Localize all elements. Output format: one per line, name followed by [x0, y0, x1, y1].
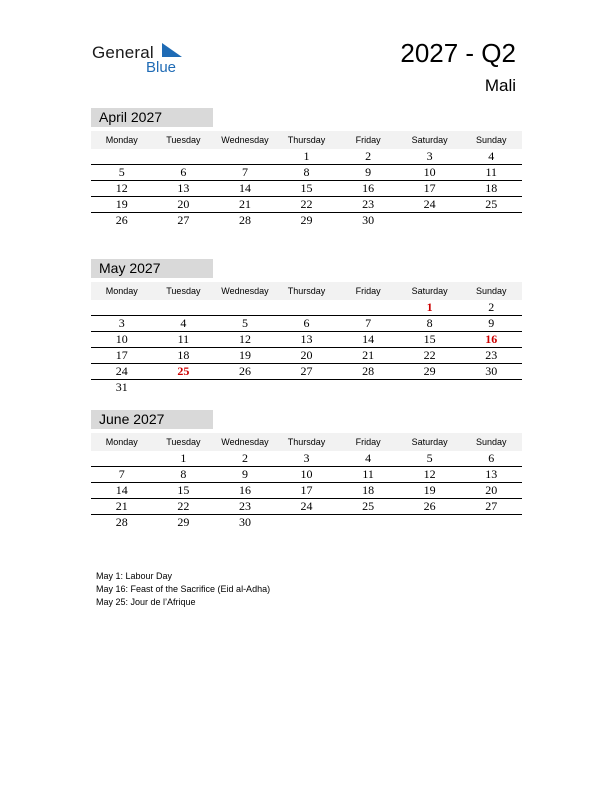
weekday-label: Sunday [475, 135, 507, 145]
day-cell: 1 [180, 451, 187, 465]
day-cell [91, 451, 153, 466]
day-cell: 14 [115, 483, 128, 497]
day-cell: 18 [177, 348, 190, 362]
month-grid [91, 149, 522, 228]
holiday-notes [96, 570, 270, 609]
day-cell [460, 380, 522, 395]
day-cell: 25 [485, 197, 498, 211]
day-cell [399, 515, 461, 530]
day-cell: 26 [115, 213, 128, 227]
day-cell: 8 [180, 467, 187, 481]
country-name: Mali [484, 76, 516, 95]
month-may [91, 259, 522, 395]
day-cell: 3 [426, 149, 433, 163]
day-cell: 22 [423, 348, 436, 362]
day-cell: 4 [180, 316, 187, 330]
day-cell [337, 515, 399, 530]
day-cell: 23 [362, 197, 375, 211]
weekday-label: Tuesday [166, 286, 201, 296]
day-cell: 10 [115, 332, 128, 346]
day-cell: 18 [485, 181, 498, 195]
weekday-label: Monday [105, 437, 138, 447]
day-cell: 8 [426, 316, 433, 330]
day-cell: 6 [488, 451, 495, 465]
week-row [91, 451, 522, 467]
logo-text-blue: Blue [146, 59, 177, 76]
week-row [91, 181, 522, 197]
week-row [91, 515, 522, 530]
day-cell: 17 [115, 348, 128, 362]
weekday-header-row [91, 433, 522, 451]
day-cell: 15 [177, 483, 190, 497]
day-cell [399, 213, 461, 228]
day-cell [276, 515, 338, 530]
day-cell: 12 [423, 467, 436, 481]
weekday-header-row [91, 131, 522, 149]
day-cell: 1 [303, 149, 310, 163]
week-row [91, 213, 522, 228]
day-cell: 13 [300, 332, 313, 346]
month-grid [91, 451, 522, 530]
day-cell: 11 [177, 332, 190, 346]
weekday-label: Monday [105, 135, 138, 145]
day-cell: 6 [303, 316, 310, 330]
day-cell: 3 [118, 316, 125, 330]
day-cell: 20 [300, 348, 313, 362]
weekday-label: Wednesday [221, 286, 269, 296]
day-cell: 10 [423, 165, 436, 179]
week-row [91, 165, 522, 181]
day-cell: 1 [426, 300, 433, 314]
day-cell: 9 [365, 165, 372, 179]
weekday-label: Saturday [411, 437, 448, 447]
month-april [91, 108, 522, 228]
holiday-note: May 16: Feast of the Sacrifice (Eid al-Adha) [96, 584, 271, 594]
day-cell: 19 [423, 483, 436, 497]
day-cell: 19 [115, 197, 128, 211]
day-cell [399, 380, 461, 395]
day-cell: 13 [485, 467, 498, 481]
week-row [91, 316, 522, 332]
week-row [91, 332, 522, 348]
day-cell: 27 [177, 213, 190, 227]
weekday-label: Tuesday [166, 135, 201, 145]
day-cell [337, 380, 399, 395]
day-cell: 11 [362, 467, 374, 481]
week-row [91, 300, 522, 316]
day-cell [153, 380, 215, 395]
day-cell [153, 149, 215, 164]
weekday-label: Thursday [287, 135, 326, 145]
day-cell: 4 [488, 149, 495, 163]
day-cell [214, 300, 276, 315]
month-grid [91, 300, 522, 395]
day-cell [91, 149, 153, 164]
week-row [91, 467, 522, 483]
day-cell: 16 [362, 181, 375, 195]
day-cell: 23 [238, 499, 251, 513]
day-cell [337, 300, 399, 315]
day-cell: 21 [362, 348, 375, 362]
day-cell: 6 [180, 165, 187, 179]
weekday-label: Saturday [411, 286, 448, 296]
day-cell: 28 [238, 213, 251, 227]
day-cell: 28 [115, 515, 128, 529]
day-cell: 18 [362, 483, 375, 497]
day-cell: 7 [118, 467, 125, 481]
day-cell: 28 [362, 364, 375, 378]
day-cell: 7 [365, 316, 372, 330]
weekday-label: Monday [105, 286, 138, 296]
logo-text-general: General [92, 43, 154, 62]
day-cell [214, 380, 276, 395]
day-cell: 14 [238, 181, 251, 195]
day-cell: 30 [238, 515, 251, 529]
day-cell: 23 [485, 348, 498, 362]
day-cell: 21 [238, 197, 251, 211]
day-cell: 25 [177, 364, 190, 378]
weekday-label: Tuesday [166, 437, 201, 447]
week-row [91, 197, 522, 213]
month-title: April 2027 [91, 108, 213, 127]
day-cell: 12 [238, 332, 251, 346]
day-cell [276, 300, 338, 315]
holiday-note: May 25: Jour de l’Afrique [96, 597, 196, 607]
day-cell: 3 [303, 451, 310, 465]
day-cell [214, 149, 276, 164]
week-row [91, 483, 522, 499]
day-cell: 9 [241, 467, 248, 481]
day-cell: 15 [423, 332, 436, 346]
day-cell: 24 [423, 197, 436, 211]
week-row [91, 499, 522, 515]
month-june [91, 410, 522, 530]
day-cell: 29 [177, 515, 190, 529]
day-cell: 17 [423, 181, 436, 195]
page-title: 2027 - Q2 [400, 38, 516, 68]
day-cell [460, 515, 522, 530]
day-cell: 17 [300, 483, 313, 497]
day-cell: 22 [177, 499, 190, 513]
day-cell: 2 [241, 451, 248, 465]
day-cell: 20 [485, 483, 498, 497]
day-cell: 29 [423, 364, 436, 378]
day-cell: 24 [300, 499, 313, 513]
week-row [91, 149, 522, 165]
day-cell [276, 380, 338, 395]
weekday-header-row [91, 282, 522, 300]
day-cell: 7 [241, 165, 248, 179]
day-cell: 2 [365, 149, 372, 163]
day-cell: 2 [488, 300, 495, 314]
weekday-label: Sunday [475, 286, 507, 296]
week-row [91, 380, 522, 395]
day-cell: 27 [485, 499, 498, 513]
day-cell: 9 [488, 316, 495, 330]
day-cell [460, 213, 522, 228]
weekday-label: Thursday [287, 437, 326, 447]
day-cell: 5 [426, 451, 433, 465]
day-cell: 15 [300, 181, 313, 195]
day-cell: 21 [115, 499, 128, 513]
month-title: June 2027 [91, 410, 213, 429]
day-cell: 29 [300, 213, 313, 227]
day-cell: 8 [303, 165, 310, 179]
day-cell: 31 [115, 380, 128, 394]
logo-triangle-icon [162, 43, 182, 59]
weekday-label: Friday [355, 437, 381, 447]
day-cell: 16 [485, 332, 498, 346]
day-cell: 10 [300, 467, 313, 481]
week-row [91, 364, 522, 380]
day-cell: 27 [300, 364, 313, 378]
day-cell [91, 300, 153, 315]
day-cell: 5 [241, 316, 248, 330]
week-row [91, 348, 522, 364]
day-cell: 30 [362, 213, 375, 227]
day-cell: 16 [238, 483, 251, 497]
day-cell: 30 [485, 364, 498, 378]
day-cell: 11 [485, 165, 498, 179]
day-cell: 26 [238, 364, 251, 378]
day-cell: 5 [118, 165, 125, 179]
weekday-label: Thursday [287, 286, 326, 296]
weekday-label: Friday [355, 135, 381, 145]
weekday-label: Friday [355, 286, 381, 296]
month-title: May 2027 [91, 259, 213, 278]
weekday-label: Saturday [411, 135, 448, 145]
day-cell: 25 [362, 499, 375, 513]
weekday-label: Wednesday [221, 437, 269, 447]
day-cell: 22 [300, 197, 313, 211]
day-cell: 24 [115, 364, 128, 378]
weekday-label: Wednesday [221, 135, 269, 145]
day-cell: 4 [365, 451, 372, 465]
weekday-label: Sunday [475, 437, 507, 447]
day-cell [153, 300, 215, 315]
day-cell: 13 [177, 181, 190, 195]
day-cell: 26 [423, 499, 436, 513]
day-cell: 14 [362, 332, 375, 346]
day-cell: 20 [177, 197, 190, 211]
brand-logo [92, 40, 192, 80]
day-cell: 12 [115, 181, 128, 195]
day-cell: 19 [238, 348, 251, 362]
holiday-note: May 1: Labour Day [96, 571, 173, 581]
